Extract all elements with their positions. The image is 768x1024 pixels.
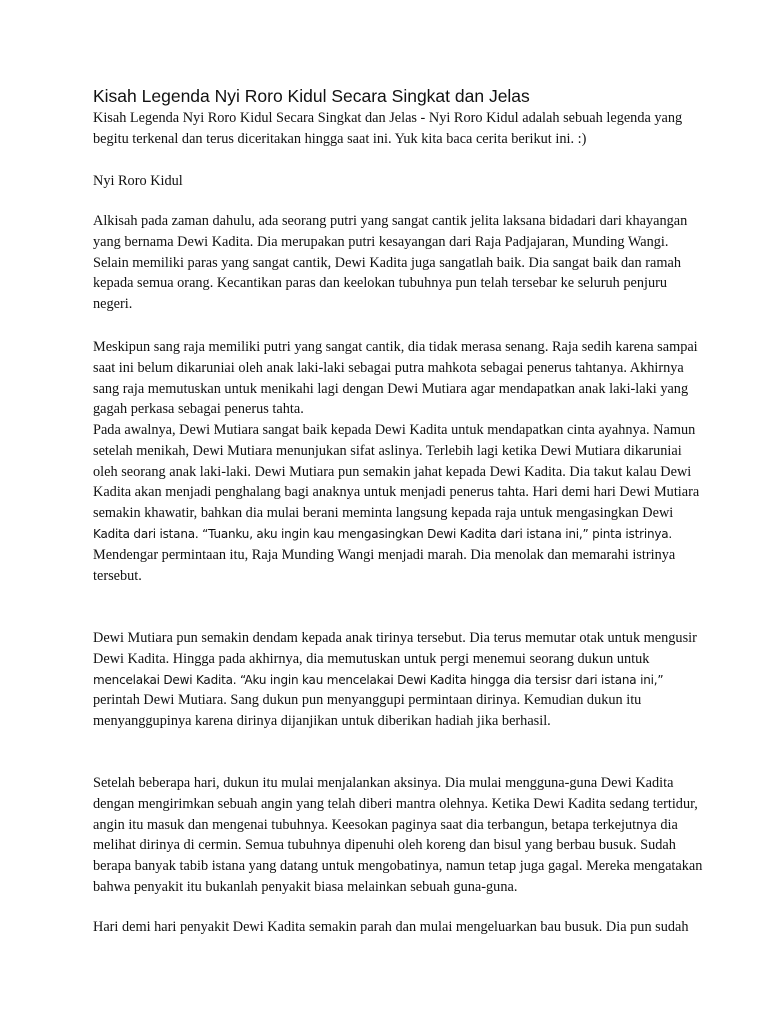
text-line: dengan mengirimkan sebuah angin yang telah diberi mantra olehnya. Ketika Dewi Kadita sedang tertidur, (93, 795, 698, 812)
text-line: Meskipun sang raja memiliki putri yang sangat cantik, dia tidak merasa senang. Raja sedih karena sampai (93, 339, 698, 355)
text-line-quote: mencelakai Dewi Kadita. “Aku ingin kau mencelakai Dewi Kadita hingga dia tersisr dari istana ini,” (93, 672, 664, 687)
text-line: yang bernama Dewi Kadita. Dia merupakan putri kesayangan dari Raja Padjajaran, Munding Wangi. (93, 233, 669, 250)
text-line: bahwa penyakit itu bukanlah penyakit biasa melainkan sebuah guna-guna. (93, 878, 518, 895)
text-line: angin itu masuk dan mengenai tubuhnya. Keesokan paginya saat dia terbangun, betapa terkejutnya dia (93, 816, 678, 833)
text-line: semakin khawatir, bahkan dia mulai berani meminta langsung kepada raja untuk mengasingkan Dewi (93, 505, 674, 522)
text-line: Dewi Kadita. Hingga pada akhirnya, dia memutuskan untuk pergi menemui seorang dukun untuk (93, 650, 650, 667)
text-line: begitu terkenal dan terus diceritakan hingga saat ini. Yuk kita baca cerita berikut ini. :) (93, 130, 587, 147)
paragraph-2 (93, 337, 713, 420)
text-line: tersebut. (93, 567, 142, 584)
text-line: Pada awalnya, Dewi Mutiara sangat baik kepada Dewi Kadita untuk mendapatkan cinta ayahnya. Namun (93, 422, 696, 438)
text-line: berapa banyak tabib istana yang datang untuk mengobatinya, namun tetap juga gagal. Mereka mengatakan (93, 858, 703, 875)
paragraph-6 (93, 917, 713, 938)
text-line: kepada semua orang. Kecantikan paras dan keelokan tubuhnya pun telah tersebar ke seluruh penjuru (93, 275, 668, 292)
text-line: Kadita akan menjadi penghalang bagi anaknya untuk menjadi penerus tahta. Hari demi hari Dewi Mutiara (93, 484, 700, 501)
text-line: Nyi Roro Kidul (93, 173, 183, 189)
text-line: Kisah Legenda Nyi Roro Kidul Secara Singkat dan Jelas - Nyi Roro Kidul adalah sebuah legenda yang (93, 110, 683, 126)
paragraph-3 (93, 420, 713, 586)
text-line: Dewi Mutiara pun semakin dendam kepada anak tirinya tersebut. Dia terus memutar otak untuk mengusir (93, 630, 697, 646)
text-line: Setelah beberapa hari, dukun itu mulai menjalankan aksinya. Dia mulai mengguna-guna Dewi Kadita (93, 775, 674, 791)
text-line: Mendengar permintaan itu, Raja Munding Wangi menjadi marah. Dia menolak dan memarahi istrinya (93, 546, 676, 563)
text-line-quote: Kadita dari istana. “Tuanku, aku ingin kau mengasingkan Dewi Kadita dari istana ini,” pinta istrinya. (93, 526, 673, 541)
text-line: Selain memiliki paras yang sangat cantik, Dewi Kadita juga sangatlah baik. Dia sangat baik dan ramah (93, 254, 681, 271)
text-line: saat ini belum dikaruniai oleh anak laki-laki sebagai putra mahkota sebagai penerus tahtanya. Akhirnya (93, 359, 684, 376)
section-heading (93, 171, 713, 192)
text-line: Alkisah pada zaman dahulu, ada seorang putri yang sangat cantik jelita laksana bidadari dari khayangan (93, 213, 688, 229)
text-line: negeri. (93, 296, 133, 313)
text-line: menyanggupinya karena dirinya dijanjikan untuk diberikan hadiah jika berhasil. (93, 713, 551, 730)
text-line: melihat dirinya di cermin. Semua tubuhnya dipenuhi oleh koreng dan bisul yang berbau busuk. Sudah (93, 837, 676, 854)
text-line: Hari demi hari penyakit Dewi Kadita semakin parah dan mulai mengeluarkan bau busuk. Dia pun sudah (93, 919, 689, 935)
text-line: perintah Dewi Mutiara. Sang dukun pun menyanggupi permintaan dirinya. Kemudian dukun itu (93, 692, 642, 709)
text-line: oleh seorang anak laki-laki. Dewi Mutiara pun semakin jahat kepada Dewi Kadita. Dia takut kalau Dewi (93, 463, 692, 480)
paragraph-5 (93, 773, 713, 898)
paragraph-intro (93, 108, 713, 150)
document-title: Kisah Legenda Nyi Roro Kidul Secara Singkat dan Jelas (93, 86, 530, 106)
text-line: gagah perkasa sebagai penerus tahta. (93, 401, 304, 418)
text-line: sang raja memutuskan untuk menikahi lagi dengan Dewi Mutiara agar mendapatkan anak laki-laki yang (93, 380, 689, 397)
paragraph-4 (93, 628, 713, 732)
paragraph-1 (93, 211, 713, 315)
text-line: setelah menikah, Dewi Mutiara menunjukan sifat aslinya. Terlebih lagi ketika Dewi Mutiara dikaruniai (93, 442, 682, 459)
